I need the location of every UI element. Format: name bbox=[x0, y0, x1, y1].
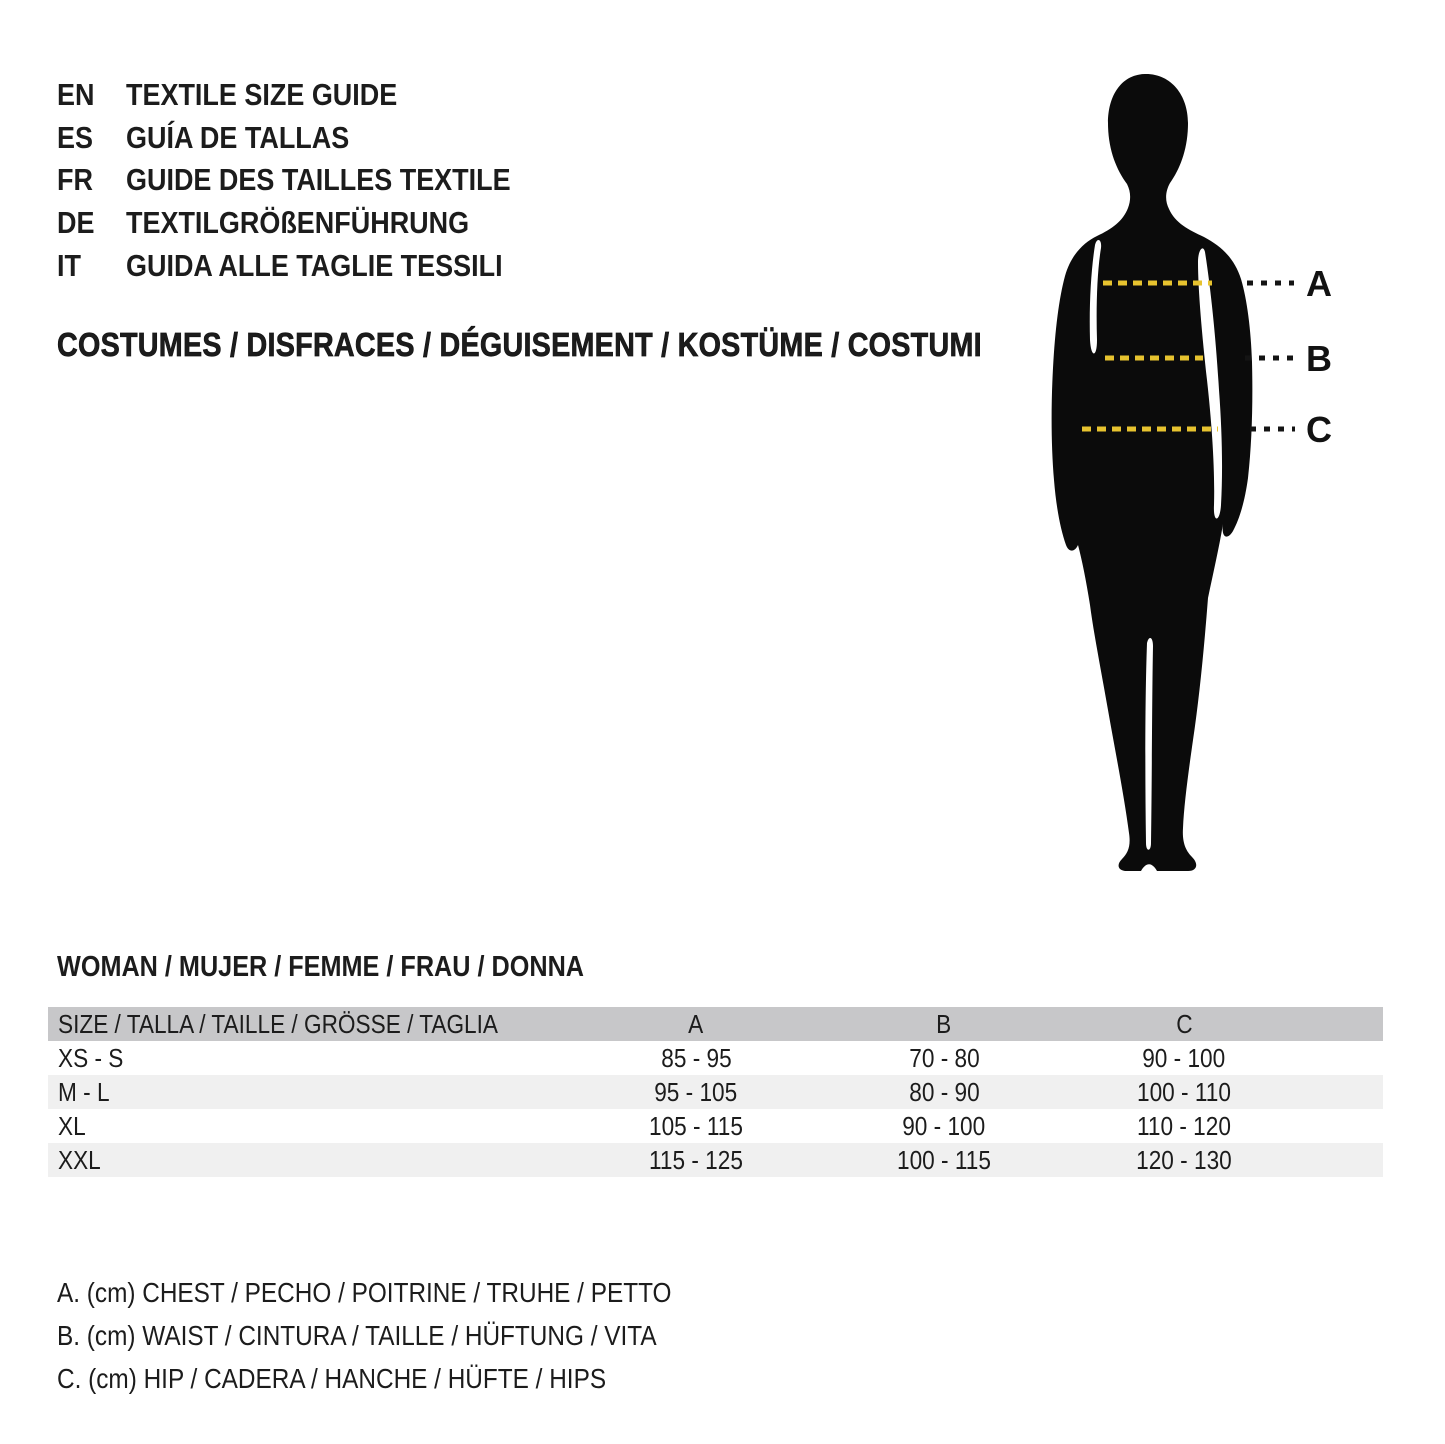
waist-cell: 80 - 90 bbox=[908, 1076, 980, 1107]
guide-title-es: GUÍA DE TALLAS bbox=[126, 119, 350, 155]
language-code: ES bbox=[57, 119, 93, 155]
legend-waist-text: B. (cm) WAIST / CINTURA / TAILLE / HÜFTUNG / VITA bbox=[57, 1319, 657, 1351]
legend-chest bbox=[57, 1271, 763, 1314]
filler-cell bbox=[1304, 1041, 1383, 1075]
measure-label-c: C bbox=[1306, 409, 1332, 450]
legend-hip bbox=[57, 1357, 763, 1400]
legend-waist bbox=[57, 1314, 763, 1357]
chest-cell: 105 - 115 bbox=[649, 1110, 743, 1141]
table-row-m-l bbox=[48, 1075, 1383, 1109]
filler-cell bbox=[1304, 1075, 1383, 1109]
chest-cell: 115 - 125 bbox=[649, 1144, 743, 1175]
size-table-header-row bbox=[48, 1007, 1383, 1041]
column-header-b: B bbox=[936, 1008, 952, 1039]
chest-cell: 85 - 95 bbox=[660, 1042, 732, 1073]
table-row-xxl bbox=[48, 1143, 1383, 1177]
column-header-a: A bbox=[688, 1008, 704, 1039]
language-row-it bbox=[57, 244, 568, 287]
woman-section-title-text: WOMAN / MUJER / FEMME / FRAU / DONNA bbox=[57, 951, 585, 983]
waist-cell: 70 - 80 bbox=[908, 1042, 980, 1073]
language-row-en bbox=[57, 74, 568, 117]
guide-title-it: GUIDA ALLE TAGLIE TESSILI bbox=[126, 247, 503, 283]
woman-silhouette bbox=[1052, 74, 1253, 871]
hip-cell: 90 - 100 bbox=[1142, 1042, 1226, 1073]
waist-cell: 100 - 115 bbox=[897, 1144, 991, 1175]
table-row-xl bbox=[48, 1109, 1383, 1143]
size-column-header: SIZE / TALLA / TAILLE / GRÖSSE / TAGLIA bbox=[58, 1008, 499, 1039]
chest-cell: 95 - 105 bbox=[654, 1076, 738, 1107]
size-table bbox=[48, 1007, 1383, 1177]
hip-cell: 100 - 110 bbox=[1137, 1076, 1231, 1107]
filler-cell bbox=[1304, 1143, 1383, 1177]
language-code: DE bbox=[57, 205, 95, 241]
guide-title-fr: GUIDE DES TAILLES TEXTILE bbox=[126, 162, 511, 198]
hip-cell: 120 - 130 bbox=[1136, 1144, 1232, 1175]
measure-label-a: A bbox=[1306, 263, 1332, 304]
language-title-list bbox=[57, 74, 568, 287]
measurement-legend bbox=[57, 1271, 763, 1400]
category-title-text: COSTUMES / DISFRACES / DÉGUISEMENT / KOSTÜME / COSTUMI bbox=[57, 326, 982, 363]
hip-cell: 110 - 120 bbox=[1137, 1110, 1231, 1141]
size-cell: XXL bbox=[58, 1144, 101, 1175]
language-code: EN bbox=[57, 77, 95, 113]
language-row-fr bbox=[57, 159, 568, 202]
legend-chest-text: A. (cm) CHEST / PECHO / POITRINE / TRUHE / PETTO bbox=[57, 1276, 672, 1308]
size-cell: XL bbox=[58, 1110, 86, 1141]
language-code: FR bbox=[57, 162, 93, 198]
legend-hip-text: C. (cm) HIP / CADERA / HANCHE / HÜFTE / HIPS bbox=[57, 1362, 607, 1394]
woman-section-title bbox=[57, 951, 663, 984]
column-header-c: C bbox=[1175, 1008, 1193, 1039]
measure-label-b: B bbox=[1306, 338, 1332, 379]
language-code: IT bbox=[57, 247, 81, 283]
size-cell: M - L bbox=[58, 1076, 110, 1107]
woman-silhouette-figure bbox=[1025, 70, 1345, 885]
category-title bbox=[57, 326, 1120, 364]
language-row-es bbox=[57, 117, 568, 160]
size-cell: XS - S bbox=[58, 1042, 124, 1073]
guide-title-de: TEXTILGRÖßENFÜHRUNG bbox=[126, 205, 470, 241]
filler-cell bbox=[1304, 1007, 1383, 1041]
table-row-xs-s bbox=[48, 1041, 1383, 1075]
guide-title-en: TEXTILE SIZE GUIDE bbox=[126, 77, 398, 113]
language-row-de bbox=[57, 202, 568, 245]
filler-cell bbox=[1304, 1109, 1383, 1143]
waist-cell: 90 - 100 bbox=[902, 1110, 986, 1141]
